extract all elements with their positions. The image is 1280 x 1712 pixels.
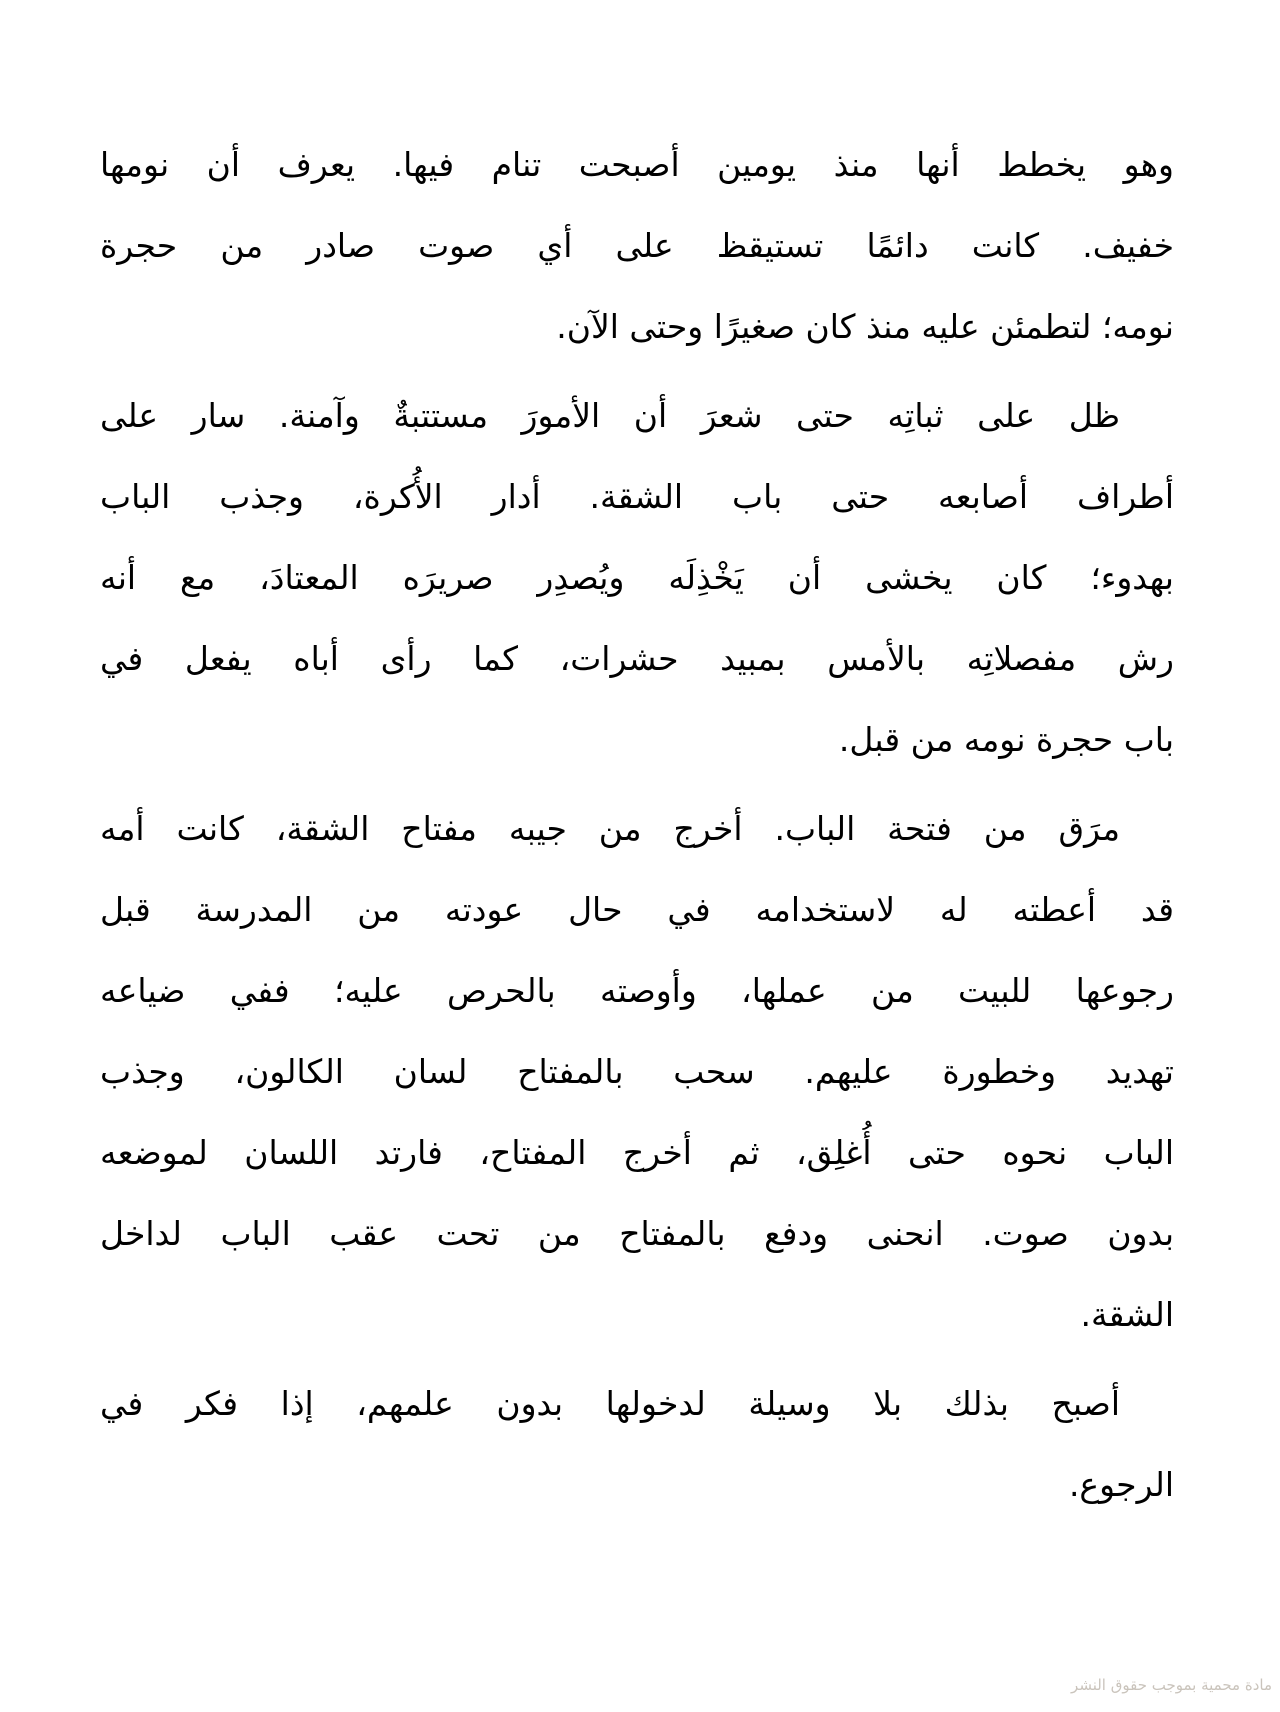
text-line: أطراف أصابعه حتى باب الشقة. أدار الأُكرة، وجذب الباب [100, 477, 1174, 516]
text-line: بهدوء؛ كان يخشى أن يَخْذِلَه ويُصدِر صريرَه المعتادَ، مع أنه [100, 558, 1174, 597]
text-line: رش مفصلاتِه بالأمس بمبيد حشرات، كما رأى أباه يفعل في [100, 639, 1174, 678]
text-line: الباب نحوه حتى أُغلِق، ثم أخرج المفتاح، فارتد اللسان لموضعه [100, 1133, 1174, 1172]
paragraph [100, 375, 1174, 780]
text-line: ظل على ثباتِه حتى شعرَ أن الأمورَ مستتبةٌ وآمنة. سار على [100, 396, 1120, 435]
text-line: مرَق من فتحة الباب. أخرج من جيبه مفتاح الشقة، كانت أمه [100, 809, 1120, 848]
text-line: رجوعها للبيت من عملها، وأوصته بالحرص عليه؛ ففي ضياعه [100, 971, 1174, 1010]
text-line: وهو يخطط أنها منذ يومين أصبحت تنام فيها. يعرف أن نومها [100, 145, 1174, 184]
text-line: تهديد وخطورة عليهم. سحب بالمفتاح لسان الكالون، وجذب [100, 1052, 1174, 1091]
copyright-watermark: مادة محمية بموجب حقوق النشر [1071, 1676, 1272, 1694]
text-line: بدون صوت. انحنى ودفع بالمفتاح من تحت عقب الباب لداخل [100, 1214, 1174, 1253]
paragraph [100, 788, 1174, 1355]
text-line: الرجوع. [1068, 1465, 1174, 1504]
text-line: باب حجرة نومه من قبل. [838, 720, 1174, 759]
paragraph [100, 124, 1174, 367]
text-line: خفيف. كانت دائمًا تستيقظ على أي صوت صادر من حجرة [100, 226, 1174, 265]
text-line: أصبح بذلك بلا وسيلة لدخولها بدون علمهم، إذا فكر في [100, 1384, 1120, 1423]
text-line: الشقة. [1080, 1295, 1174, 1334]
paragraph [100, 1363, 1174, 1525]
text-line: نومه؛ لتطمئن عليه منذ كان صغيرًا وحتى الآن. [556, 307, 1174, 346]
text-line: قد أعطته له لاستخدامه في حال عودته من المدرسة قبل [100, 890, 1174, 929]
body-text [100, 124, 1174, 1525]
